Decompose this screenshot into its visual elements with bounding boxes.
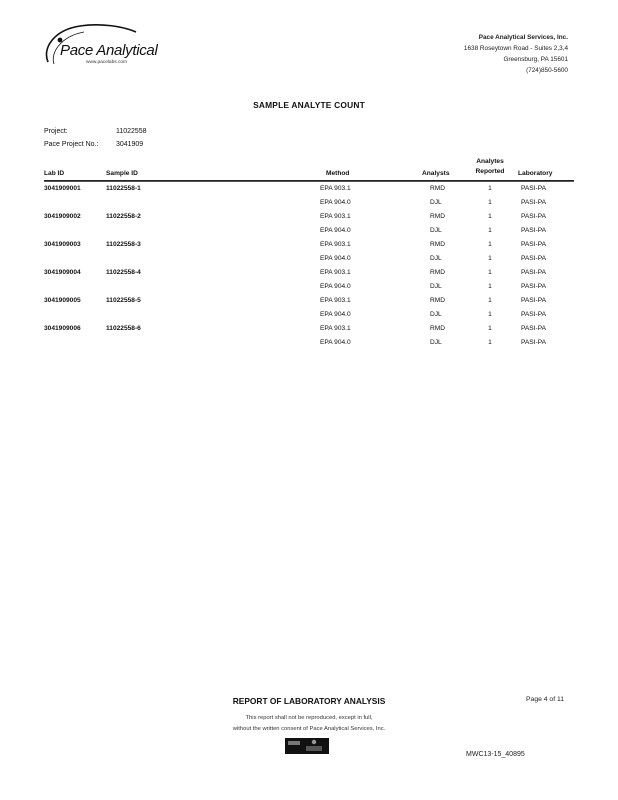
table-row [44,308,574,322]
footer-title: REPORT OF LABORATORY ANALYSIS [232,696,386,706]
cell-lab-id: 3041909006 [44,325,81,332]
cell-sample-id: 11022558-3 [106,241,141,248]
table-row [44,196,574,210]
cell-laboratory: PASI-PA [521,297,547,304]
cell-analytes-reported: 1 [488,185,492,192]
cell-laboratory: PASI-PA [521,339,547,346]
header-laboratory: Laboratory [518,170,553,177]
address-line-1: 1638 Roseytown Road - Suites 2,3,4 [463,45,568,52]
cell-method: EPA 903.1 [320,325,351,332]
cell-laboratory: PASI-PA [521,241,547,248]
cell-laboratory: PASI-PA [521,255,547,262]
cell-analyst: RMD [430,213,446,220]
cell-method: EPA 903.1 [320,269,351,276]
table-row [44,224,574,238]
table-row [44,294,574,308]
disclaimer-line-2: without the written consent of Pace Analytical Services, Inc. [232,726,386,732]
cell-lab-id: 3041909005 [44,297,81,304]
cell-analyst: RMD [430,185,446,192]
header-analytes-reported: Analytes Reported [475,158,505,175]
footer-disclaimer [0,713,618,735]
cell-analytes-reported: 1 [488,283,492,290]
cell-laboratory: PASI-PA [521,227,547,234]
cell-method: EPA 903.1 [320,213,351,220]
project-value: 11022558 [115,128,147,135]
header-analysts: Analysts [422,170,450,177]
table-header [44,155,574,181]
lab-address-block [464,32,568,76]
header-sample-id: Sample ID [106,170,138,177]
cell-laboratory: PASI-PA [521,325,547,332]
cell-analyst: DJL [430,311,442,318]
cell-analytes-reported: 1 [488,297,492,304]
cell-laboratory: PASI-PA [521,185,547,192]
analyte-count-table [44,155,574,350]
cell-analytes-reported: 1 [488,227,492,234]
cell-laboratory: PASI-PA [521,199,547,206]
cell-analytes-reported: 1 [488,311,492,318]
cell-analytes-reported: 1 [488,339,492,346]
address-line-2: Greensburg, PA 15601 [503,56,568,63]
page-title: SAMPLE ANALYTE COUNT [253,100,365,110]
disclaimer-line-1: This report shall not be reproduced, except in full, [245,715,373,721]
cell-analytes-reported: 1 [488,255,492,262]
cell-laboratory: PASI-PA [521,213,547,220]
table-body [44,181,574,350]
company-name: Pace Analytical Services, Inc. [478,34,568,41]
logo-text: Pace Analytical [60,42,158,59]
document-code: MWC13-15_40895 [466,751,525,758]
cell-analyst: RMD [430,269,446,276]
cell-method: EPA 904.0 [320,227,351,234]
cell-analyst: DJL [430,199,442,206]
pace-project-row [44,138,147,151]
phone-number: (724)850-5600 [526,67,568,74]
cell-laboratory: PASI-PA [521,283,547,290]
cell-lab-id: 3041909004 [44,269,81,276]
cell-method: EPA 904.0 [320,199,351,206]
pace-project-value: 3041909 [115,141,144,148]
header-method: Method [326,170,350,177]
cell-analytes-reported: 1 [488,213,492,220]
header-lab-id: Lab ID [44,170,65,177]
cell-analyst: DJL [430,227,442,234]
table-row [44,322,574,336]
cell-method: EPA 904.0 [320,283,351,290]
table-row [44,252,574,266]
cell-lab-id: 3041909002 [44,213,81,220]
cell-analyst: RMD [430,241,446,248]
cell-method: EPA 904.0 [320,311,351,318]
table-row [44,238,574,252]
cell-sample-id: 11022558-1 [106,185,141,192]
cell-sample-id: 11022558-4 [106,269,141,276]
cell-analyst: DJL [430,255,442,262]
website-text: www.pacelabs.com [86,60,128,65]
table-row [44,266,574,280]
pace-analytical-logo [40,18,160,73]
cell-analyst: RMD [430,297,446,304]
cell-sample-id: 11022558-5 [106,297,141,304]
table-row [44,280,574,294]
cell-laboratory: PASI-PA [521,311,547,318]
cell-analyst: DJL [430,339,442,346]
cell-analyst: DJL [430,283,442,290]
cell-analytes-reported: 1 [488,241,492,248]
seal-stamp-icon [284,736,330,756]
cell-method: EPA 903.1 [320,185,351,192]
cell-analytes-reported: 1 [488,269,492,276]
cell-lab-id: 3041909003 [44,241,81,248]
cell-analytes-reported: 1 [488,199,492,206]
project-label: Project: [44,128,68,135]
cell-method: EPA 903.1 [320,297,351,304]
project-row [44,125,147,138]
cell-laboratory: PASI-PA [521,269,547,276]
cell-analytes-reported: 1 [488,325,492,332]
cell-sample-id: 11022558-2 [106,213,141,220]
cell-analyst: RMD [430,325,446,332]
cell-method: EPA 903.1 [320,241,351,248]
table-row [44,210,574,224]
table-row [44,336,574,350]
pace-project-label: Pace Project No.: [44,141,99,148]
cell-sample-id: 11022558-6 [106,325,141,332]
cell-method: EPA 904.0 [320,339,351,346]
cell-lab-id: 3041909001 [44,185,81,192]
table-row [44,181,574,196]
cell-method: EPA 904.0 [320,255,351,262]
page-number: Page 4 of 11 [526,696,565,703]
project-info [44,125,147,151]
